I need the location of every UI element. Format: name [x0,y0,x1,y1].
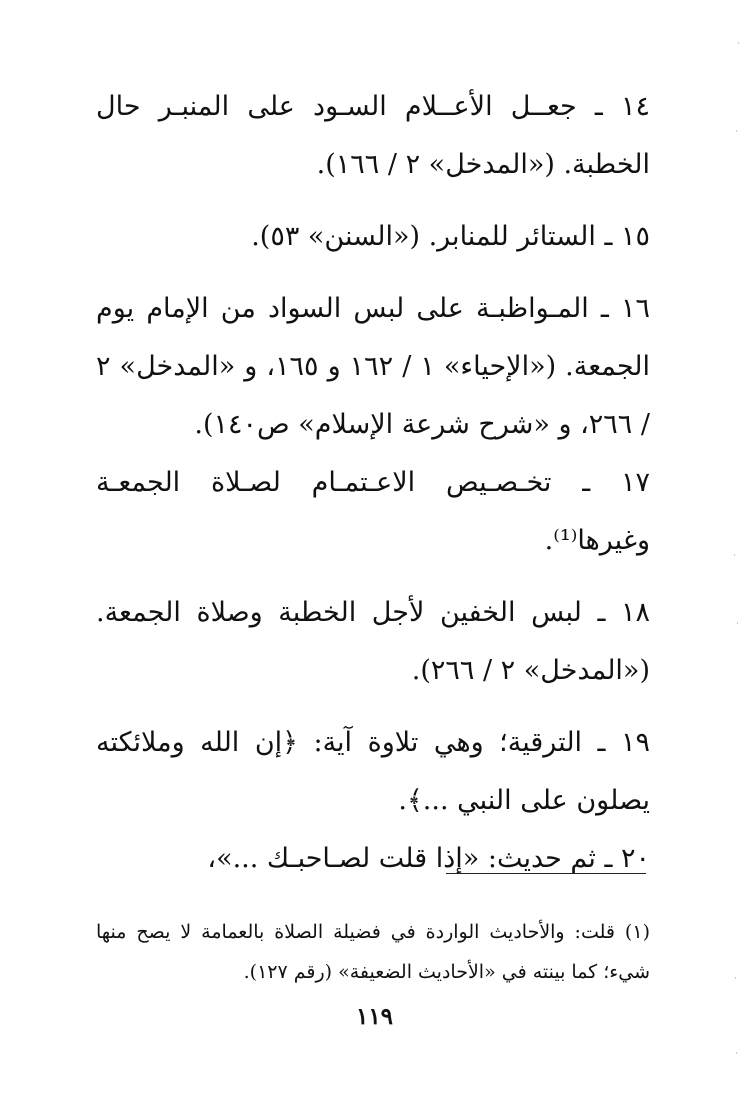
item-18: ١٨ ـ لبس الخفين لأجل الخطبة وصلاة الجمعة. («المدخل» ٢ / ٢٦٦). [96,597,650,686]
margin-speck: · [733,551,736,561]
margin-speck: · [735,1049,738,1059]
margin-speck: · [737,39,740,49]
margin-speck: · [736,619,739,629]
item-14: ١٤ ـ جعــل الأعــلام السـود على المنبـر حال الخطبة. («المدخل» ٢ / ١٦٦). [96,91,650,180]
item-15: ١٥ ـ الستائر للمنابر. («السنن» ٥٣). [251,221,650,252]
item-19: ١٩ ـ الترقية؛ وهي تلاوة آية: ﴿إن الله وملائكته يصلون على النبي ...﴾. [96,727,650,816]
item-16: ١٦ ـ المـواظبـة على لبس السواد من الإمام يوم الجمعة. («الإحياء» ١ / ١٦٢ و ١٦٥، و «المدخل» ٢ / ٢٦٦، و «شرح شرعة الإسلام» ص١٤٠). [96,293,650,440]
main-text [96,78,650,888]
item-17: ١٧ ـ تخـصـيص الاعـتمـام لصـلاة الجمعـة وغيرها⁽¹⁾. [96,467,650,556]
footnote-separator [446,873,646,874]
margin-speck: · [734,974,737,984]
footnote: (١) قلت: والأحاديث الواردة في فضيلة الصلاة بالعمامة لا يصح منها شيء؛ كما بينته في «الأحاديث الضعيفة» (رقم ١٢٧). [96,921,650,983]
margin-speck: · [735,127,738,137]
item-20: ٢٠ ـ ثم حديث: «إذا قلت لصـاحبـك ...»، [207,843,650,874]
page-number: ١١٩ [355,1003,394,1030]
